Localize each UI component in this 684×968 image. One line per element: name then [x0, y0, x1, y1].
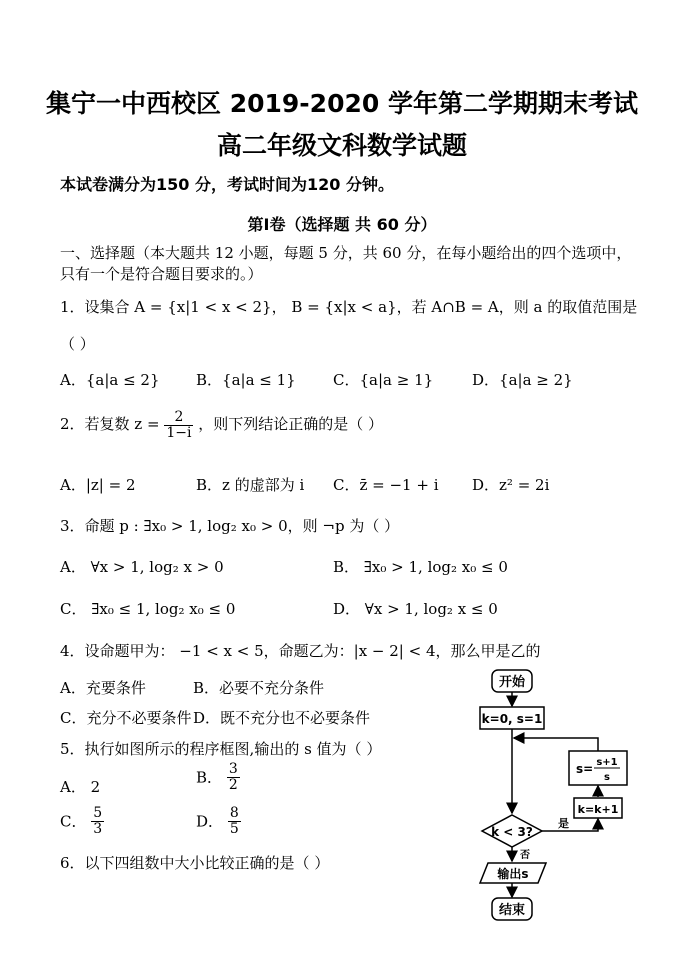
q2-option-a: A．|z| = 2 — [60, 476, 136, 494]
q3-stem: 3．命题 p : ∃x₀ > 1, log₂ x₀ > 0，则 ¬p 为（ ） — [60, 517, 400, 535]
q2-stem-pre: 2．若复数 z = — [60, 415, 160, 434]
q4-option-a: A．充要条件 — [60, 679, 146, 697]
q1-option-a: A．{a|a ≤ 2} — [60, 371, 160, 389]
q5-option-b-fraction — [227, 762, 240, 792]
flow-condition-text: k < 3? — [491, 825, 533, 839]
instructions-line2: 只有一个是符合题目要求的。） — [60, 265, 263, 283]
q2-fraction-num: 2 — [164, 410, 193, 426]
q5-option-c-label: C． — [60, 812, 87, 831]
q2-stem — [60, 410, 383, 440]
q5-option-d-den: 5 — [229, 820, 239, 837]
q6-stem: 6．以下四组数中大小比较正确的是（ ） — [60, 854, 330, 872]
q3-option-a: A． ∀x > 1, log₂ x > 0 — [60, 558, 224, 576]
flow-update-s-den: s — [604, 772, 610, 783]
instructions-line1: 一、选择题（本大题共 12 小题，每题 5 分，共 60 分，在每小题给出的四个选项中， — [60, 244, 632, 262]
q5-option-c-fraction — [91, 806, 104, 836]
q3-option-d: D． ∀x > 1, log₂ x ≤ 0 — [333, 600, 498, 618]
q5-option-c — [60, 806, 104, 836]
q5-stem: 5．执行如图所示的程序框图,输出的 s 值为（ ） — [60, 740, 382, 758]
q1-option-c: C．{a|a ≥ 1} — [333, 371, 434, 389]
flow-output-text: 输出s — [497, 867, 529, 881]
q5-option-c-num: 5 — [93, 805, 103, 821]
flow-update-s-num: s+1 — [596, 757, 618, 768]
q1-stem: 1．设集合 A = {x|1 < x < 2}， B = {x|x < a}，若 A∩B = A，则 a 的取值范围是 — [60, 298, 638, 316]
q5-option-d — [196, 806, 241, 836]
section-heading: 第Ⅰ卷（选择题 共 60 分） — [247, 215, 437, 234]
exam-subtitle: 高二年级文科数学试题 — [216, 131, 467, 160]
q5-option-b-den: 2 — [228, 776, 238, 793]
flow-init-text: k=0, s=1 — [481, 712, 543, 726]
flow-start-text: 开始 — [498, 675, 526, 690]
q5-option-b — [196, 762, 240, 792]
q5-option-c-den: 3 — [93, 820, 103, 837]
q1-option-b: B．{a|a ≤ 1} — [196, 371, 296, 389]
flow-yes-label: 是 — [558, 817, 569, 830]
q2-stem-post: ，则下列结论正确的是（ ） — [198, 415, 384, 434]
q5-option-d-label: D． — [196, 812, 224, 831]
q5-option-d-num: 8 — [229, 805, 239, 821]
exam-title: 集宁一中西校区 2019-2020 学年第二学期期末考试 — [46, 89, 638, 118]
q3-option-b: B． ∃x₀ > 1, log₂ x₀ ≤ 0 — [333, 558, 508, 576]
flow-end-text: 结束 — [498, 903, 526, 918]
flow-no-label: 否 — [520, 850, 530, 861]
program-flowchart — [470, 665, 640, 925]
q4-option-d: D．既不充分也不必要条件 — [193, 709, 371, 727]
exam-intro: 本试卷满分为150 分，考试时间为120 分钟。 — [60, 175, 394, 194]
flow-update-s-text: s= — [576, 762, 594, 776]
q1-option-d: D．{a|a ≥ 2} — [472, 371, 573, 389]
q5-option-d-fraction — [228, 806, 241, 836]
q5-option-a: A． 2 — [60, 778, 101, 796]
q4-option-b: B．必要不充分条件 — [193, 679, 325, 697]
q3-option-c: C． ∃x₀ ≤ 1, log₂ x₀ ≤ 0 — [60, 600, 236, 618]
q2-fraction — [164, 410, 193, 440]
q2-option-b: B．z 的虚部为 i — [196, 476, 305, 494]
q4-option-c: C．充分不必要条件 — [60, 709, 192, 727]
q2-option-d: D．z² = 2i — [472, 476, 550, 494]
q1-paren: （ ） — [60, 335, 95, 353]
q2-option-c: C．z̄ = −1 + i — [333, 476, 439, 494]
q2-fraction-den: 1−i — [166, 424, 192, 441]
q5-option-b-label: B． — [196, 768, 223, 787]
q4-stem: 4．设命题甲为： −1 < x < 5，命题乙为：|x − 2| < 4，那么甲是乙的 — [60, 642, 541, 660]
flow-loop-arrow — [514, 738, 598, 742]
q5-option-b-num: 3 — [228, 761, 238, 777]
flow-update-k-text: k=k+1 — [577, 803, 619, 816]
flow-yes-arrow — [542, 819, 598, 831]
